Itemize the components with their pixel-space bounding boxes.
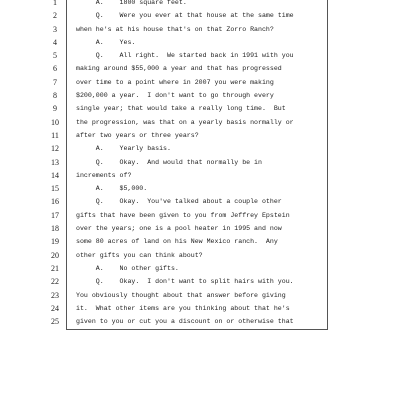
transcript-line: A. Yes. <box>76 38 136 46</box>
line-number: 18 <box>51 224 59 234</box>
line-number: 20 <box>51 250 59 260</box>
transcript-line: A. 1800 square feet. <box>76 0 187 6</box>
transcript-line: over the years; one is a pool heater in 1995 and now <box>76 225 282 233</box>
line-number: 15 <box>51 184 59 194</box>
transcript-line: given to you or cut you a discount on or otherwise that <box>76 318 294 326</box>
transcript-line: some 80 acres of land on his New Mexico ranch. Any <box>76 238 278 246</box>
line-number: 1 <box>53 0 57 7</box>
line-number: 22 <box>51 277 59 287</box>
transcript-line: You obviously thought about that answer before giving <box>76 291 286 299</box>
line-number: 24 <box>51 303 59 313</box>
transcript-line: A. Yearly basis. <box>76 145 171 153</box>
line-number: 3 <box>53 24 57 34</box>
line-number: 19 <box>51 237 59 247</box>
transcript-line: A. No other gifts. <box>76 264 179 272</box>
transcript-line: $200,000 a year. I don't want to go through every <box>76 92 274 100</box>
transcript-line: Q. Okay. I don't want to split hairs with you. <box>76 278 294 286</box>
transcript-line: Q. Okay. And would that normally be in <box>76 158 262 166</box>
transcript-line: gifts that have been given to you from Jeffrey Epstein <box>76 211 290 219</box>
line-number: 10 <box>51 117 59 127</box>
line-number-column <box>44 0 66 328</box>
transcript-text <box>76 0 326 328</box>
transcript-line: Q. Okay. You've talked about a couple other <box>76 198 282 206</box>
line-number: 13 <box>51 157 59 167</box>
line-number: 21 <box>51 263 59 273</box>
transcript-line: other gifts you can think about? <box>76 251 203 259</box>
line-number: 4 <box>53 37 57 47</box>
line-number: 25 <box>51 317 59 327</box>
line-number: 11 <box>51 130 59 140</box>
line-number: 9 <box>53 104 57 114</box>
line-number: 17 <box>51 210 59 220</box>
transcript-line: the progression, was that on a yearly basis normally or <box>76 118 294 126</box>
line-number: 12 <box>51 144 59 154</box>
transcript-line: over time to a point where in 2007 you were making <box>76 78 274 86</box>
line-number: 14 <box>51 170 59 180</box>
line-number: 2 <box>53 11 57 21</box>
transcript-line: A. $5,000. <box>76 185 148 193</box>
line-number: 5 <box>53 51 57 61</box>
line-number: 23 <box>51 290 59 300</box>
line-number: 8 <box>53 91 57 101</box>
transcript-line: single year; that would take a really long time. But <box>76 105 286 113</box>
transcript-line: it. What other items are you thinking about that he's <box>76 304 290 312</box>
transcript-line: Q. All right. We started back in 1991 with you <box>76 52 294 60</box>
line-number: 7 <box>53 77 57 87</box>
line-number: 16 <box>51 197 59 207</box>
transcript-line: Q. Were you ever at that house at the same time <box>76 12 294 20</box>
transcript-line: making around $55,000 a year and that has progressed <box>76 65 282 73</box>
transcript-line: after two years or three years? <box>76 131 199 139</box>
line-number: 6 <box>53 64 57 74</box>
transcript-line: when he's at his house that's on that Zorro Ranch? <box>76 25 274 33</box>
transcript-line: increments of? <box>76 171 132 179</box>
